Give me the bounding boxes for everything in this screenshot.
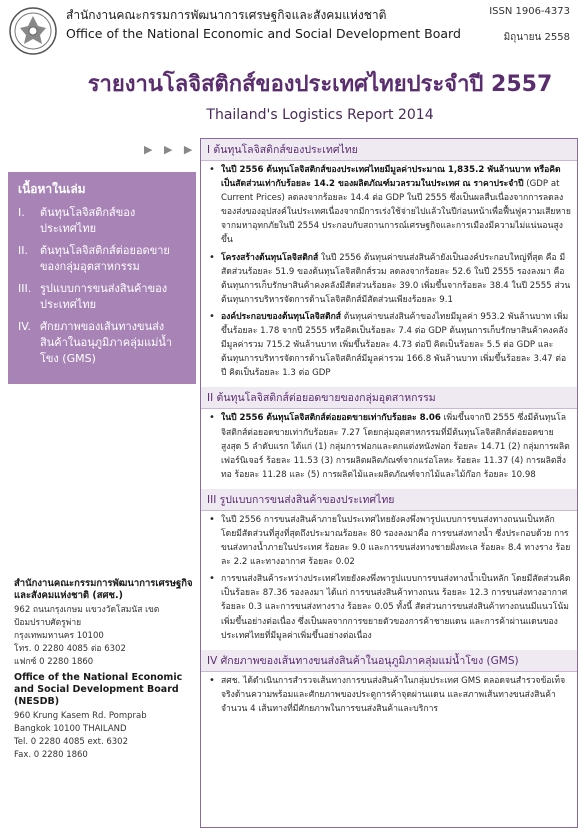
- contact-block-thai: [14, 578, 194, 669]
- contact-address: 960 Krung Kasem Rd. Pomprab: [14, 711, 147, 721]
- report-title-english: Thailand's Logistics Report 2014: [206, 107, 434, 123]
- contact-fax: Fax. 0 2280 1860: [14, 750, 88, 760]
- contact-address: 962 ถนนกรุงเกษม แขวงวัดโสมนัส เขตป้อมปราบศัตรูพ่าย: [14, 605, 160, 628]
- section-title-cost-to-sales: II ต้นทุนโลจิสติกส์ต่อยอดขายของกลุ่มอุตสาหกรรม: [201, 387, 577, 409]
- list-item: [207, 572, 571, 642]
- bullet-icon: •: [209, 412, 215, 424]
- section-transport-modes: [201, 511, 577, 650]
- toc-item-number: IV.: [18, 320, 31, 333]
- section-title-transport-modes: III รูปแบบการขนส่งสินค้าของประเทศไทย: [201, 489, 577, 511]
- contact-address: Bangkok 10100 THAILAND: [14, 724, 127, 734]
- toc-item[interactable]: [18, 319, 186, 367]
- toc-item[interactable]: [18, 243, 186, 275]
- toc-item-label: ต้นทุนโลจิสติกส์ต่อยอดขายของกลุ่มอุตสาหกรรม: [40, 244, 170, 273]
- bullet-text: ในปี 2556 การขนส่งสินค้าภายในประเทศไทยยังคงพึ่งพารูปแบบการขนส่งทางถนนเป็นหลัก โดยมีสัดส่วนที่สูงที่สุดถึงประมาณร้อยละ 80 รองลงมาคือ การขนส่งทางน้ำ ซึ่งประกอบด้วย การขนส่งทางน้ำภายในประเทศ ร้อยละ 9.0 และการขนส่งทางชายฝั่งทะเล ร้อยละ 8.4 ทางราง ร้อยละ 2.2 และทางอากาศ ร้อยละ 0.02: [221, 514, 571, 568]
- list-item: [207, 310, 571, 380]
- page-header: [0, 0, 586, 62]
- table-of-contents: [8, 172, 196, 384]
- bullet-text: สศช. ได้ดำเนินการสำรวจเส้นทางการขนส่งสินค้าในกลุ่มประเทศ GMS ตลอดจนสำรวจข้อเท็จจริงด้านความพร้อมและศักยภาพของประตูการค้าจุดผ่านแดน และสภาพเส้นทางขนส่งสินค้า จำนวน 4 เส้นทางที่มีศักยภาพในการขนส่งสินค้าและบริการ: [221, 675, 566, 714]
- section-title-gms-routes: IV ศักยภาพของเส้นทางขนส่งสินค้าในอนุภูมิภาคลุ่มแม่น้ำโขง (GMS): [201, 650, 577, 672]
- contact-tel: โทร. 0 2280 4085 ต่อ 6302: [14, 644, 126, 654]
- summary-content-box: [200, 138, 578, 828]
- toc-item[interactable]: [18, 281, 186, 313]
- contact-address: กรุงเทพมหานคร 10100: [14, 631, 104, 641]
- bullet-icon: •: [209, 251, 215, 263]
- issn-number: ISSN 1906-4373: [489, 6, 570, 17]
- toc-item-label: ต้นทุนโลจิสติกส์ของประเทศไทย: [40, 206, 136, 235]
- list-item: [207, 674, 571, 716]
- nesdb-seal-icon: [8, 6, 58, 56]
- bullet-bold-text: ในปี 2556 ต้นทุนโลจิสติกส์ต่อยอดขายเท่ากับร้อยละ 8.06: [221, 413, 441, 424]
- bullet-text: ในปี 2556 ต้นทุนค่าขนส่งสินค้ายังเป็นองค์ประกอบใหญ่ที่สุด คือ มีสัดส่วนร้อยละ 51.9 ของต้นทุนโลจิสติกส์รวม ลดลงจากร้อยละ 52.6 ในปี 2555 รองลงมา คือ ต้นทุนการเก็บรักษาสินค้าคงคลังมีสัดส่วนร้อยละ 39.0 เพิ่มขึ้นจากร้อยละ 38.4 ในปี 2555 ส่วนต้นทุนการบริหารจัดการด้านโลจิสติกส์มีสัดส่วนเพียงร้อยละ 9.1: [221, 252, 571, 305]
- bullet-icon: •: [209, 513, 215, 525]
- contact-fax: แฟกซ์ 0 2280 1860: [14, 657, 94, 667]
- bullet-text: การขนส่งสินค้าระหว่างประเทศไทยยังคงพึ่งพารูปแบบการขนส่งทางน้ำเป็นหลัก โดยมีสัดส่วนคิดเป็นร้อยละ 87.36 รองลงมา ได้แก่ การขนส่งสินค้าทางถนน ร้อยละ 12.3 การขนส่งทางอากาศ ร้อยละ 0.3 และการขนส่งทางราง ร้อยละ 0.05 ทั้งนี้ สัดส่วนการขนส่งสินค้าทางถนนมีแนวโน้มเพิ่มขึ้นอย่างต่อเนื่อง ซึ่งเป็นผลจากการขยายตัวของการค้าชายแดน และการค้าผ่านแดนของประเทศไทยที่มีมูลค่าเพิ่มขึ้นอย่างต่อเนื่อง: [221, 574, 571, 641]
- org-name-english: Office of the National Economic and Social Development Board: [66, 26, 461, 41]
- bullet-icon: •: [209, 573, 215, 585]
- bullet-icon: •: [209, 674, 215, 686]
- section-title-logistics-cost: I ต้นทุนโลจิสติกส์ของประเทศไทย: [201, 139, 577, 161]
- bullet-icon: •: [209, 164, 215, 175]
- bullet-bold-text: องค์ประกอบของต้นทุนโลจิสติกส์: [221, 311, 342, 322]
- list-item: [207, 163, 571, 248]
- list-item: [207, 513, 571, 569]
- bullet-icon: •: [209, 310, 215, 322]
- contact-org-name: Office of the National Economic and Social Development Board (NESDB): [14, 672, 183, 707]
- contact-tel: Tel. 0 2280 4085 ext. 6302: [14, 737, 128, 747]
- toc-item-label: รูปแบบการขนส่งสินค้าของประเทศไทย: [40, 282, 168, 311]
- list-item: [207, 251, 571, 307]
- toc-title: เนื้อหาในเล่ม: [18, 182, 86, 196]
- toc-item-label: ศักยภาพของเส้นทางขนส่งสินค้าในอนุภูมิภาคลุ่มแม่น้ำโขง (GMS): [40, 320, 173, 365]
- bullet-text: ต้นทุนค่าขนส่งสินค้าของไทยมีมูลค่า 953.2 พันล้านบาท เพิ่มขึ้นร้อยละ 1.78 จากปี 2555 หรือคิดเป็นร้อยละ 7.4 ต่อ GDP ต้นทุนการเก็บรักษาสินค้าคงคลังมีมูลค่ารวม 715.2 พันล้านบาท เพิ่มขึ้นร้อยละ 4.73 ต่อปี คิดเป็นร้อยละ 5.5 ต่อ GDP และต้นทุนการบริหารจัดการด้านโลจิสติกส์มีมูลค่ารวม 166.8 พันล้านบาท เพิ่มขึ้นร้อยละ 3.47 ต่อปี คิดเป็นร้อยละ 1.3 ต่อ GDP: [221, 311, 569, 379]
- bullet-bold-text: โครงสร้างต้นทุนโลจิสติกส์: [221, 252, 319, 263]
- toc-item-number: II.: [18, 244, 28, 257]
- contact-org-name: สำนักงานคณะกรรมการพัฒนาการเศรษฐกิจและสังคมแห่งชาติ (สศช.): [14, 578, 193, 601]
- bullet-bold-text: ในปี 2556 ต้นทุนโลจิสติกส์ของประเทศไทยมีมูลค่าประมาณ 1,835.2 พันล้านบาท หรือคิดเป็นสัดส่วนเท่ากับร้อยละ 14.2 ของผลิตภัณฑ์มวลรวมในประเทศ ณ ราคาประจำปี: [221, 165, 561, 190]
- bullet-text: เพิ่มขึ้นจากปี 2555 ซึ่งมีต้นทุนโลจิสติกส์ต่อยอดขายเท่ากับร้อยละ 7.27 โดยกลุ่มอุตสาหกรรมที่มีต้นทุนโลจิสติกส์ต่อยอดขายสูงสุด 5 ลำดับแรก ได้แก่ (1) กลุ่มการฟอกและตกแต่งหนังฟอก ร้อยละ 14.71 (2) กลุ่มการผลิตเฟอร์นิเจอร์ ร้อยละ 11.53 (3) การผลิตผลิตภัณฑ์จากแร่อโลหะ ร้อยละ 11.37 (4) การผลิตสิ่งทอ ร้อยละ 11.28 และ (5) การผลิตไม้และผลิตภัณฑ์จากไม้และไม้ก๊อก ร้อยละ 10.98: [221, 413, 570, 480]
- toc-item-number: III.: [18, 282, 32, 295]
- toc-item[interactable]: [18, 205, 186, 237]
- toc-item-number: I.: [18, 206, 25, 219]
- list-item: [207, 411, 571, 481]
- contact-block-english: [14, 672, 194, 762]
- org-name-thai: สำนักงานคณะกรรมการพัฒนาการเศรษฐกิจและสังคมแห่งชาติ: [66, 8, 387, 22]
- section-cost-to-sales: [201, 409, 577, 488]
- arrow-decoration-icon: ▶ ▶ ▶: [144, 143, 197, 156]
- report-title-thai: รายงานโลจิสติกส์ของประเทศไทยประจำปี 2557: [87, 72, 553, 97]
- bullet-text: (GDP at Current Prices) ลดลงจากร้อยละ 14.4 ต่อ GDP ในปี 2555 ซึ่งเป็นผลสืบเนื่องจากการลดลงของส่งของอุปสงค์ในประเทศเนื่องจากมีการเร่งใช้จ่ายไปแล้วในปีก่อนหน้าเพื่อฟื้นฟูความเสียหายจากมหาอุทกภัยในปี 2554 ประกอบกับสถานการณ์เศรษฐกิจและการเมืองมีความไม่แน่นอนสูงขึ้น: [221, 179, 571, 246]
- section-logistics-cost: [201, 161, 577, 387]
- section-gms-routes: [201, 672, 577, 723]
- issue-date: มิถุนายน 2558: [503, 32, 570, 43]
